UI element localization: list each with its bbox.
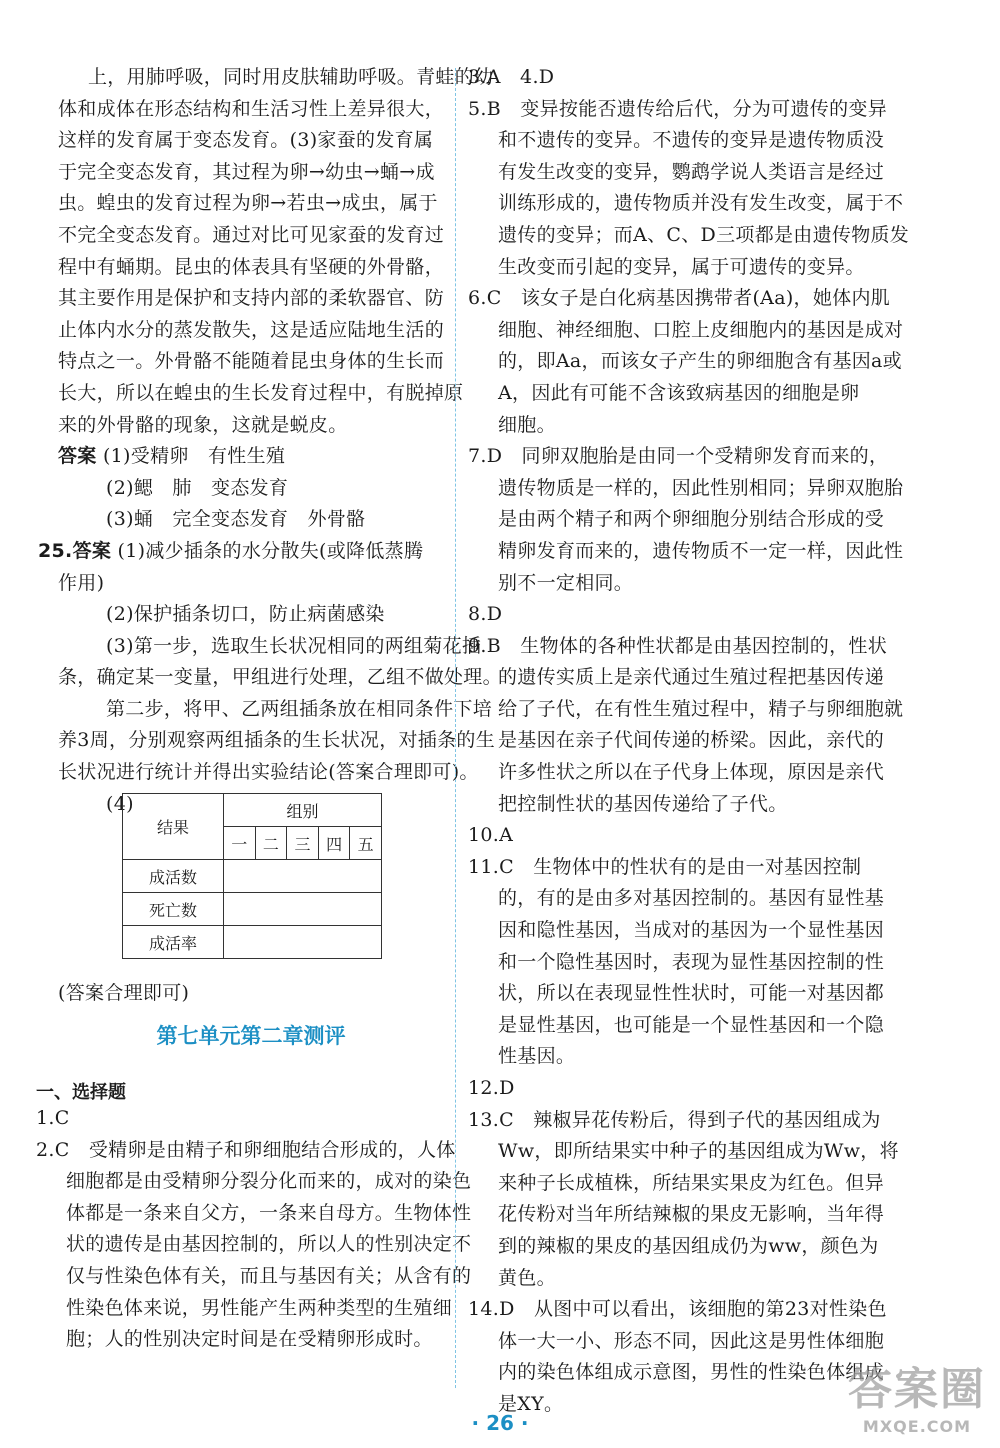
table-group-4: 四 xyxy=(318,827,350,860)
answer-line: 13.C 辣椒异花传粉后，得到子代的基因组成为 xyxy=(468,1108,881,1131)
text-line: (3)第一步，选取生长状况相同的两组菊花插 xyxy=(106,634,482,657)
table-row xyxy=(123,926,382,959)
text-line: 长大，所以在蝗虫的生长发育过程中，有脱掉原 xyxy=(58,381,464,404)
watermark-main: 答案圈 xyxy=(848,1364,986,1415)
answer-line: 7.D 同卵双胞胎是由同一个受精卵发育而来的， xyxy=(468,445,889,468)
text-line: 条，确定某一变量，甲组进行处理，乙组不做处理。 xyxy=(58,666,502,689)
q25-part1: (1)减少插条的水分散失(或降低蒸腾 xyxy=(117,539,424,562)
text-line: 仅与性染色体有关，而且与基因有关；从含有的 xyxy=(66,1264,472,1287)
answer-line: 9.B 生物体的各种性状都是由基因控制的，性状 xyxy=(468,634,887,657)
text-line: 体都是一条来自父方，一条来自母方。生物体性 xyxy=(66,1201,472,1224)
table-cell xyxy=(224,893,382,926)
table-row xyxy=(123,860,382,893)
answer-label: 答案 xyxy=(58,445,97,468)
right-column xyxy=(468,62,910,1421)
table-group-5: 五 xyxy=(350,827,382,860)
answer-line: 2.C 受精卵是由精子和卵细胞结合形成的，人体 xyxy=(36,1138,456,1161)
text-line: 的，即Aa，而该女子产生的卵细胞含有基因a或 xyxy=(498,350,902,373)
text-line: 来的外骨骼的现象，这就是蜕皮。 xyxy=(58,413,348,436)
text-line: 是显性基因，也可能是一个显性基因和一个隐 xyxy=(498,1013,885,1036)
answer-line: 1.C xyxy=(36,1107,70,1129)
watermark-sub: MXQE.COM xyxy=(862,1417,972,1436)
answer-line: 12.D xyxy=(468,1077,515,1099)
text-line: 上，用肺呼吸，同时用皮肤辅助呼吸。青蛙的幼 xyxy=(88,66,494,88)
text-line: 给了子代，在有性生殖过程中，精子与卵细胞就 xyxy=(498,697,904,720)
text-line: 到的辣椒的果皮的基因组成仍为ww，颜色为 xyxy=(498,1234,879,1257)
text-line: 黄色。 xyxy=(498,1266,556,1289)
text-line: 来种子长成植株，所结果实果皮为红色。但异 xyxy=(498,1171,885,1194)
text-line: 体和成体在形态结构和生活习性上差异很大， xyxy=(58,97,445,120)
text-line: 程中有蛹期。昆虫的体表具有坚硬的外骨骼， xyxy=(58,255,445,278)
text-line: 状，所以在表现显性性状时，可能一对基因都 xyxy=(498,982,885,1005)
text-line: 是基因在亲子代间传递的桥梁。因此，亲代的 xyxy=(498,729,885,752)
page-number: · 26 · xyxy=(471,1411,529,1435)
q25-line xyxy=(38,536,444,568)
text-line: 的遗传实质上是亲代通过生殖过程把基因传递 xyxy=(498,666,885,689)
text-line: 胞；人的性别决定时间是在受精卵形成时。 xyxy=(66,1328,433,1351)
text-line: 遗传物质是一样的，因此性别相同；异卵双胞胎 xyxy=(498,476,904,499)
watermark-logo xyxy=(848,1353,986,1436)
text-line: A，因此有可能不含该致病基因的细胞是卵 xyxy=(498,381,860,404)
answer-24-part2: (2)鳃 肺 变态发育 xyxy=(106,476,289,499)
text-line: 内的染色体组成示意图，男性的性染色体组成 xyxy=(498,1361,885,1384)
text-line: 训练形成的，遗传物质并没有发生改变，属于不 xyxy=(498,192,904,215)
table-note: (答案合理即可) xyxy=(58,982,190,1004)
text-line: 长状况进行统计并得出实验结论(答案合理即可)。 xyxy=(58,761,479,784)
answer-line: 8.D xyxy=(468,603,503,626)
table-cell xyxy=(224,860,382,893)
text-line: 其主要作用是保护和支持内部的柔软器官、防 xyxy=(58,287,445,310)
text-line: (4) xyxy=(106,792,134,815)
row-label: 死亡数 xyxy=(123,893,224,926)
text-line: 把控制性状的基因传递给了子代。 xyxy=(498,792,788,815)
q25-number: 25. xyxy=(38,539,73,562)
row-label: 成活数 xyxy=(123,860,224,893)
text-line: 不完全变态发育。通过对比可见家蚕的发育过 xyxy=(58,223,445,246)
text-line: 这样的发育属于变态发育。(3)家蚕的发育属 xyxy=(58,129,434,152)
left-column-bottom xyxy=(36,1103,472,1356)
text-line: (2)保护插条切口，防止病菌感染 xyxy=(106,603,385,626)
column-divider xyxy=(455,68,456,1388)
text-line: 性基因。 xyxy=(498,1045,576,1068)
text-line: 精卵发育而来的，遗传物质不一定一样，因此性 xyxy=(498,539,904,562)
section-title: 第七单元第二章测评 xyxy=(156,1024,346,1048)
text-line: 生改变而引起的变异，属于可遗传的变异。 xyxy=(498,255,865,278)
table-group-2: 二 xyxy=(255,827,287,860)
section-subhead: 一、选择题 xyxy=(36,1082,126,1103)
table-group-1: 一 xyxy=(224,827,256,860)
answer-line: 11.C 生物体中的性状有的是由一对基因控制 xyxy=(468,855,862,878)
text-line: 遗传的变异；而A、C、D三项都是由遗传物质发 xyxy=(498,223,910,246)
answer-24-part1: (1)受精卵 有性生殖 xyxy=(102,445,286,468)
q25-answer-label: 答案 xyxy=(72,539,112,562)
text-line: 性染色体来说，男性能产生两种类型的生殖细 xyxy=(66,1296,453,1319)
answer-line: 3.A 4.D xyxy=(468,66,555,88)
answer-line: 10.A xyxy=(468,824,514,847)
text-line: 状的遗传是由基因控制的，所以人的性别决定不 xyxy=(66,1233,472,1256)
text-line: 止体内水分的蒸发散失，这是适应陆地生活的 xyxy=(58,318,445,341)
answer-24-part3: (3)蛹 完全变态发育 外骨骼 xyxy=(106,508,366,531)
text-line: 细胞。 xyxy=(498,413,556,436)
table-cell xyxy=(224,926,382,959)
row-label: 成活率 xyxy=(123,926,224,959)
text-line: 细胞、神经细胞、口腔上皮细胞内的基因是成对 xyxy=(498,318,904,341)
table-group-3: 三 xyxy=(287,827,319,860)
text-line: 是XY。 xyxy=(498,1392,564,1415)
table-row xyxy=(123,893,382,926)
text-line: 体一大一小、形态不同，因此这是男性体细胞 xyxy=(498,1329,885,1352)
text-line: Ww，即所结果实中种子的基因组成为Ww，将 xyxy=(498,1140,899,1163)
answer-line: 14.D 从图中可以看出，该细胞的第23对性染色 xyxy=(468,1298,887,1321)
text-line: 虫。蝗虫的发育过程为卵→若虫→成虫，属于 xyxy=(58,192,438,215)
text-line: 花传粉对当年所结辣椒的果皮无影响，当年得 xyxy=(498,1203,885,1226)
answer-line: 5.B 变异按能否遗传给后代，分为可遗传的变异 xyxy=(468,97,887,120)
text-line: 养3周，分别观察两组插条的生长状况，对插条的生 xyxy=(58,729,495,752)
answer-line: 6.C 该女子是白化病基因携带者(Aa)，她体内肌 xyxy=(468,287,891,310)
text-line: 因和隐性基因，当成对的基因为一个显性基因 xyxy=(498,919,885,942)
text-line: 特点之一。外骨骼不能随着昆虫身体的生长而 xyxy=(58,350,445,373)
text-line: 别不一定相同。 xyxy=(498,571,634,594)
text-line: 细胞都是由受精卵分裂分化而来的，成对的染色 xyxy=(66,1170,472,1193)
text-line: 和不遗传的变异。不遗传的变异是遗传物质没 xyxy=(498,129,885,152)
text-line: 许多性状之所以在子代身上体现，原因是亲代 xyxy=(498,761,885,784)
table-group-header: 组别 xyxy=(224,794,382,827)
text-line: 于完全变态发育，其过程为卵→幼虫→蛹→成 xyxy=(58,160,435,183)
text-line: 的，有的是由多对基因控制的。基因有显性基 xyxy=(498,887,885,910)
text-line: 第二步，将甲、乙两组插条放在相同条件下培 xyxy=(106,697,493,720)
results-table xyxy=(122,793,382,959)
answer-24-line xyxy=(58,441,444,473)
text-line: 作用) xyxy=(58,571,105,594)
table-corner: 结果 xyxy=(123,794,224,860)
text-line: 是由两个精子和两个卵细胞分别结合形成的受 xyxy=(498,508,885,531)
text-line: 有发生改变的变异，鹦鹉学说人类语言是经过 xyxy=(498,160,885,183)
text-line: 和一个隐性基因时，表现为显性基因控制的性 xyxy=(498,950,885,973)
